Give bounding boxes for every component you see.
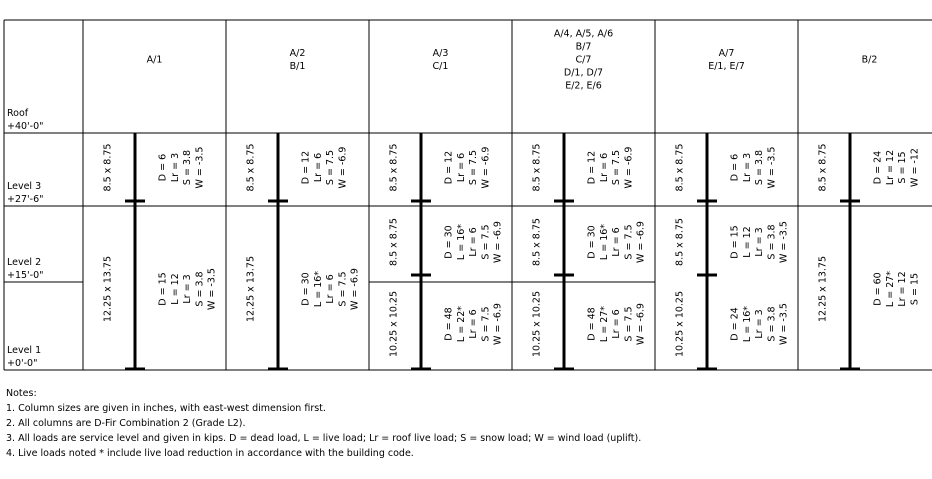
load-label: W = -12 xyxy=(909,148,921,187)
level-name-label: Level 2 xyxy=(7,257,42,268)
load-label: S = 3.8 xyxy=(754,149,766,186)
load-label: W = -6.9 xyxy=(635,303,647,345)
load-label: D = 48 xyxy=(443,307,455,341)
note-3: 3. All loads are service level and given in kips. D = dead load, L = live load; Lr = roof live load; S = snow load; W = wind load (uplift). xyxy=(6,433,642,444)
column-grid-label: A/7 xyxy=(718,48,735,59)
load-label: L = 16* xyxy=(455,223,467,261)
load-label: D = 24 xyxy=(729,307,741,341)
column-size-label: 10.25 x 10.25 xyxy=(388,290,400,358)
load-label: W = -3.5 xyxy=(778,303,790,345)
load-label: W = -6.9 xyxy=(480,146,492,189)
column-grid-label: B/2 xyxy=(861,54,878,66)
notes-block xyxy=(6,386,641,461)
load-label: Lr = 3 xyxy=(169,152,181,183)
load-label: Lr = 3 xyxy=(754,309,766,339)
load-label: D = 30 xyxy=(300,272,312,306)
load-label: S = 3.8 xyxy=(766,306,778,342)
load-label: W = -6.9 xyxy=(635,221,647,263)
load-label: D = 12 xyxy=(443,150,455,185)
column-size-label: 10.25 x 10.25 xyxy=(674,290,686,358)
load-label: Lr = 6 xyxy=(598,152,610,183)
note-1: 1. Column sizes are given in inches, with east-west dimension first. xyxy=(6,403,326,414)
load-label: S = 7.5 xyxy=(623,306,635,342)
column-grid-label: A/4, A/5, A/6 xyxy=(553,28,614,40)
column-grid-label: C/7 xyxy=(575,54,592,66)
load-label: S = 7.5 xyxy=(325,149,337,186)
level-name-label: Level 3 xyxy=(7,181,42,192)
load-label: L = 27* xyxy=(884,270,896,308)
column-size-label: 8.5 x 8.75 xyxy=(674,218,686,266)
load-label: Lr = 6 xyxy=(455,152,467,183)
load-label: Lr = 6 xyxy=(611,309,623,339)
load-label: L = 12 xyxy=(741,226,753,258)
load-label: W = -3.5 xyxy=(778,221,790,263)
load-label: Lr = 3 xyxy=(182,274,194,304)
column-size-label: 8.5 x 8.75 xyxy=(674,143,686,192)
load-label: Lr = 6 xyxy=(468,227,480,257)
load-label: W = -6.9 xyxy=(349,268,361,310)
load-label: D = 24 xyxy=(872,150,884,185)
column-size-label: 8.5 x 8.75 xyxy=(531,143,543,192)
load-label: Lr = 6 xyxy=(468,309,480,339)
level-elevation-label: +0'-0" xyxy=(7,358,38,369)
load-label: W = -6.9 xyxy=(623,146,635,189)
column-size-label: 8.5 x 8.75 xyxy=(388,218,400,266)
level-name-label: Roof xyxy=(7,108,29,119)
level-elevation-label: +27'-6" xyxy=(7,194,44,205)
load-label: S = 3.8 xyxy=(182,149,194,186)
column-size-label: 8.5 x 8.75 xyxy=(817,143,829,192)
level-name-label: Level 1 xyxy=(7,345,42,356)
column-size-label: 8.5 x 8.75 xyxy=(531,218,543,266)
column-grid-label: E/2, E/6 xyxy=(565,80,602,92)
level-elevation-label: +40'-0" xyxy=(7,121,44,132)
load-label: Lr = 12 xyxy=(897,271,909,307)
load-label: D = 6 xyxy=(729,153,741,182)
load-label: S = 7.5 xyxy=(480,306,492,342)
column-size-label: 8.5 x 8.75 xyxy=(102,143,114,192)
load-label: D = 48 xyxy=(586,307,598,341)
load-label: D = 60 xyxy=(872,272,884,306)
load-label: S = 3.8 xyxy=(194,271,206,307)
column-size-label: 8.5 x 8.75 xyxy=(245,143,257,192)
column-size-label: 10.25 x 10.25 xyxy=(531,290,543,358)
column-grid-label: E/1, E/7 xyxy=(708,61,745,72)
load-label: D = 6 xyxy=(157,153,169,182)
load-label: W = -3.5 xyxy=(194,146,206,189)
load-label: S = 7.5 xyxy=(611,149,623,186)
column-grid-label: C/1 xyxy=(432,61,449,72)
note-4: 4. Live loads noted * include live load reduction in accordance with the building code. xyxy=(6,448,414,459)
load-label: W = -3.5 xyxy=(766,146,778,189)
column-size-label: 12.25 x 13.75 xyxy=(817,255,829,323)
load-label: W = -6.9 xyxy=(492,221,504,263)
column-grid-label: B/1 xyxy=(289,61,306,72)
column-grid-label: B/7 xyxy=(575,41,592,53)
load-label: D = 30 xyxy=(443,225,455,259)
notes-title: Notes: xyxy=(6,388,37,399)
load-label: Lr = 3 xyxy=(741,152,753,183)
load-label: D = 15 xyxy=(157,272,169,306)
column-size-label: 12.25 x 13.75 xyxy=(102,255,114,323)
column-grid-label: D/1, D/7 xyxy=(563,67,604,79)
load-label: L = 16* xyxy=(312,270,324,308)
load-label: Lr = 6 xyxy=(312,152,324,183)
load-label: S = 7.5 xyxy=(623,224,635,260)
load-label: S = 7.5 xyxy=(337,271,349,307)
column-grid-label: A/3 xyxy=(432,48,449,59)
load-label: L = 22* xyxy=(455,305,467,343)
level-elevation-label: +15'-0" xyxy=(7,270,44,281)
load-label: D = 12 xyxy=(586,150,598,185)
load-label: W = -6.9 xyxy=(492,303,504,345)
note-2: 2. All columns are D-Fir Combination 2 (Grade L2). xyxy=(6,418,246,429)
load-label: D = 30 xyxy=(586,225,598,259)
column-grid-label: A/1 xyxy=(146,54,163,66)
load-label: L = 27* xyxy=(598,305,610,343)
load-label: Lr = 6 xyxy=(611,227,623,257)
load-label: S = 3.8 xyxy=(766,224,778,260)
load-label: S = 7.5 xyxy=(480,224,492,260)
load-label: W = -6.9 xyxy=(337,146,349,189)
load-label: Lr = 3 xyxy=(754,227,766,257)
load-label: S = 7.5 xyxy=(468,149,480,186)
column-size-label: 8.5 x 8.75 xyxy=(388,143,400,192)
column-grid-label: A/2 xyxy=(289,48,306,59)
load-label: W = -3.5 xyxy=(206,268,218,310)
load-label: L = 16* xyxy=(598,223,610,261)
load-label: D = 15 xyxy=(729,225,741,259)
load-label: S = 15 xyxy=(909,272,921,306)
load-label: S = 15 xyxy=(897,151,909,184)
column-size-label: 12.25 x 13.75 xyxy=(245,255,257,323)
load-label: L = 16* xyxy=(741,305,753,343)
load-label: D = 12 xyxy=(300,150,312,185)
load-label: Lr = 12 xyxy=(884,149,896,186)
load-label: Lr = 6 xyxy=(325,274,337,304)
load-label: L = 12 xyxy=(169,273,181,305)
